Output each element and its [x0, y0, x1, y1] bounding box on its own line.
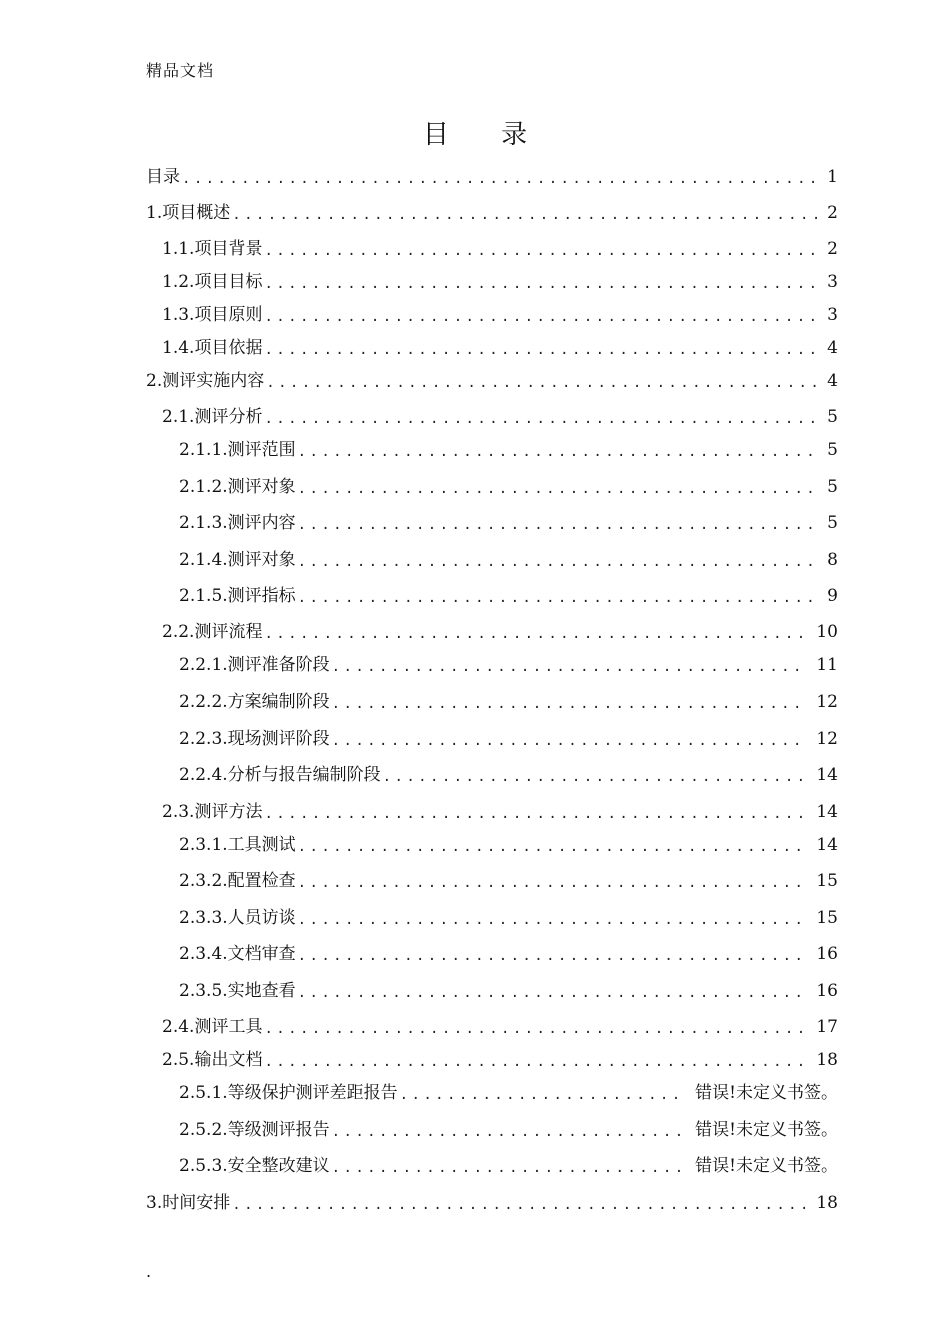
toc-entry-page: 14	[816, 802, 838, 822]
toc-entry-page: 18	[816, 1193, 838, 1213]
toc-entry[interactable]	[179, 510, 838, 536]
toc-entry-page: 5	[827, 477, 838, 497]
toc-entry-label: 测评分析	[194, 407, 263, 427]
toc-entry-label: 测评对象	[227, 477, 296, 497]
toc-leader-dots	[298, 514, 818, 536]
toc-entry[interactable]	[146, 1190, 838, 1216]
toc-entry-page: 错误!未定义书签。	[695, 1156, 838, 1176]
toc-entry-label: 文档审查	[227, 944, 296, 964]
toc-entry-label: 分析与报告编制阶段	[227, 765, 381, 785]
toc-entry[interactable]	[179, 905, 838, 931]
toc-entry-page: 15	[816, 871, 838, 891]
toc-entry[interactable]	[162, 269, 838, 295]
toc-entry[interactable]	[162, 1014, 838, 1040]
toc-leader-dots	[264, 240, 817, 262]
toc-entry-number: 2.4.	[162, 1017, 195, 1037]
toc-entry-number: 2.1.5.	[179, 586, 228, 606]
toc-entry-number: 2.5.3.	[179, 1156, 228, 1176]
toc-entry-label: 配置检查	[227, 871, 296, 891]
toc-leader-dots	[298, 945, 807, 967]
toc-entry[interactable]	[179, 941, 838, 967]
toc-leader-dots	[264, 339, 817, 361]
toc-entry-page: 错误!未定义书签。	[695, 1083, 838, 1103]
toc-entry-label: 录	[163, 167, 180, 187]
toc-entry[interactable]	[179, 474, 838, 500]
toc-entry-page: 14	[816, 835, 838, 855]
toc-entry-page: 4	[827, 371, 838, 391]
toc-entry-number: 2.1.1.	[179, 440, 228, 460]
toc-entry-label: 测评内容	[227, 513, 296, 533]
toc-entry-number: 1.4.	[162, 338, 195, 358]
toc-entry-label: 项目概述	[162, 203, 231, 223]
toc-leader-dots	[298, 909, 807, 931]
toc-entry-label: 项目目标	[194, 272, 263, 292]
toc-entry-page: 错误!未定义书签。	[695, 1120, 838, 1140]
toc-entry-page: 4	[827, 338, 838, 358]
toc-entry-page: 14	[816, 765, 838, 785]
toc-entry-page: 3	[827, 305, 838, 325]
toc-entry-number: 2.1.2.	[179, 477, 228, 497]
toc-leader-dots	[298, 551, 818, 573]
toc-entry[interactable]	[179, 832, 838, 858]
toc-entry[interactable]	[179, 868, 838, 894]
toc-entry-page: 18	[816, 1050, 838, 1070]
toc-leader-dots	[264, 408, 817, 430]
toc-entry-number: 2.3.5.	[179, 981, 228, 1001]
toc-entry[interactable]	[179, 762, 838, 788]
toc-leader-dots	[264, 1051, 806, 1073]
toc-leader-dots	[298, 478, 818, 500]
toc-entry-number: 2.1.	[162, 407, 195, 427]
toc-entry-number: 目	[146, 167, 163, 187]
toc-leader-dots	[298, 982, 807, 1004]
toc-title: 目 录	[422, 120, 550, 150]
toc-entry-label: 测评工具	[194, 1017, 263, 1037]
toc-entry-number: 2.5.2.	[179, 1120, 228, 1140]
toc-entry-label: 现场测评阶段	[227, 729, 330, 749]
toc-entry-label: 输出文档	[194, 1050, 263, 1070]
toc-entry[interactable]	[179, 726, 838, 752]
toc-entry-number: 2.3.4.	[179, 944, 228, 964]
toc-leader-dots	[264, 306, 817, 328]
toc-entry[interactable]	[146, 164, 838, 190]
toc-entry[interactable]	[179, 978, 838, 1004]
toc-entry-number: 2.3.1.	[179, 835, 228, 855]
toc-leader-dots	[332, 693, 807, 715]
toc-entry-number: 1.2.	[162, 272, 195, 292]
toc-entry-number: 2.5.1.	[179, 1083, 228, 1103]
toc-entry-number: 2.	[146, 371, 163, 391]
toc-entry[interactable]	[162, 236, 838, 262]
toc-entry-number: 2.1.3.	[179, 513, 228, 533]
toc-entry[interactable]	[162, 1047, 838, 1073]
page-header: 精品文档	[146, 61, 215, 80]
toc-leader-dots	[266, 372, 817, 394]
toc-entry-page: 5	[827, 440, 838, 460]
toc-entry-page: 8	[827, 550, 838, 570]
toc-entry-page: 2	[827, 239, 838, 259]
toc-entry[interactable]	[179, 1117, 838, 1143]
toc-leader-dots	[264, 803, 806, 825]
toc-leader-dots	[182, 168, 817, 190]
toc-entry-label: 方案编制阶段	[227, 692, 330, 712]
toc-entry-label: 项目原则	[194, 305, 263, 325]
toc-entry[interactable]	[146, 200, 838, 226]
toc-entry[interactable]	[162, 335, 838, 361]
toc-entry-label: 测评实施内容	[162, 371, 265, 391]
toc-entry[interactable]	[179, 583, 838, 609]
toc-entry-page: 15	[816, 908, 838, 928]
toc-entry-page: 1	[827, 167, 838, 187]
toc-entry-page: 11	[816, 655, 838, 675]
toc-entry-page: 10	[816, 622, 838, 642]
toc-entry[interactable]	[179, 437, 838, 463]
toc-entry-label: 工具测试	[227, 835, 296, 855]
toc-entry-page: 3	[827, 272, 838, 292]
toc-leader-dots	[332, 1157, 685, 1179]
toc-entry[interactable]	[162, 799, 838, 825]
page-footer: .	[146, 1262, 152, 1281]
toc-entry-page: 16	[816, 981, 838, 1001]
toc-entry-label: 测评指标	[227, 586, 296, 606]
toc-entry[interactable]	[179, 1153, 838, 1179]
toc-leader-dots	[298, 872, 807, 894]
toc-entry-label: 时间安排	[162, 1193, 231, 1213]
toc-entry-number: 2.2.	[162, 622, 195, 642]
toc-entry-label: 项目依据	[194, 338, 263, 358]
toc-entry-number: 1.1.	[162, 239, 195, 259]
toc-leader-dots	[232, 1194, 806, 1216]
toc-entry-label: 项目背景	[194, 239, 263, 259]
toc-entry-number: 2.2.4.	[179, 765, 228, 785]
toc-entry-page: 12	[816, 729, 838, 749]
toc-entry-number: 2.5.	[162, 1050, 195, 1070]
toc-entry-label: 安全整改建议	[227, 1156, 330, 1176]
toc-leader-dots	[298, 587, 818, 609]
toc-entry-number: 2.1.4.	[179, 550, 228, 570]
toc-entry-label: 测评范围	[227, 440, 296, 460]
toc-entry[interactable]	[162, 302, 838, 328]
toc-entry-label: 测评准备阶段	[227, 655, 330, 675]
toc-entry-label: 测评方法	[194, 802, 263, 822]
toc-entry-label: 实地查看	[227, 981, 296, 1001]
toc-entry-label: 测评对象	[227, 550, 296, 570]
toc-leader-dots	[383, 766, 807, 788]
toc-entry[interactable]	[162, 404, 838, 430]
toc-entry-number: 2.3.3.	[179, 908, 228, 928]
toc-entry-label: 等级保护测评差距报告	[227, 1083, 398, 1103]
toc-entry-page: 16	[816, 944, 838, 964]
toc-leader-dots	[400, 1084, 685, 1106]
toc-entry-page: 2	[827, 203, 838, 223]
toc-leader-dots	[264, 273, 817, 295]
toc-entry-number: 2.3.	[162, 802, 195, 822]
toc-leader-dots	[332, 1121, 685, 1143]
toc-entry-number: 2.3.2.	[179, 871, 228, 891]
toc-entry-label: 人员访谈	[227, 908, 296, 928]
toc-entry-number: 1.3.	[162, 305, 195, 325]
toc-entry-label: 测评流程	[194, 622, 263, 642]
toc-leader-dots	[232, 204, 817, 226]
toc-leader-dots	[332, 656, 807, 678]
toc-entry-number: 2.2.3.	[179, 729, 228, 749]
toc-entry-number: 3.	[146, 1193, 163, 1213]
toc-entry[interactable]	[179, 652, 838, 678]
toc-entry-number: 2.2.2.	[179, 692, 228, 712]
toc-entry-page: 5	[827, 513, 838, 533]
toc-leader-dots	[298, 836, 807, 858]
toc-entry-page: 17	[816, 1017, 838, 1037]
toc-entry-label: 等级测评报告	[227, 1120, 330, 1140]
toc-leader-dots	[332, 730, 807, 752]
toc-entry[interactable]	[179, 547, 838, 573]
toc-leader-dots	[264, 623, 806, 645]
toc-entry-page: 9	[827, 586, 838, 606]
toc-entry-number: 1.	[146, 203, 163, 223]
toc-entry-page: 5	[827, 407, 838, 427]
toc-entry[interactable]	[179, 1080, 838, 1106]
toc-entry[interactable]	[179, 689, 838, 715]
toc-entry-page: 12	[816, 692, 838, 712]
toc-entry[interactable]	[162, 619, 838, 645]
toc-leader-dots	[264, 1018, 806, 1040]
toc-leader-dots	[298, 441, 818, 463]
toc-entry[interactable]	[146, 368, 838, 394]
toc-entry-number: 2.2.1.	[179, 655, 228, 675]
